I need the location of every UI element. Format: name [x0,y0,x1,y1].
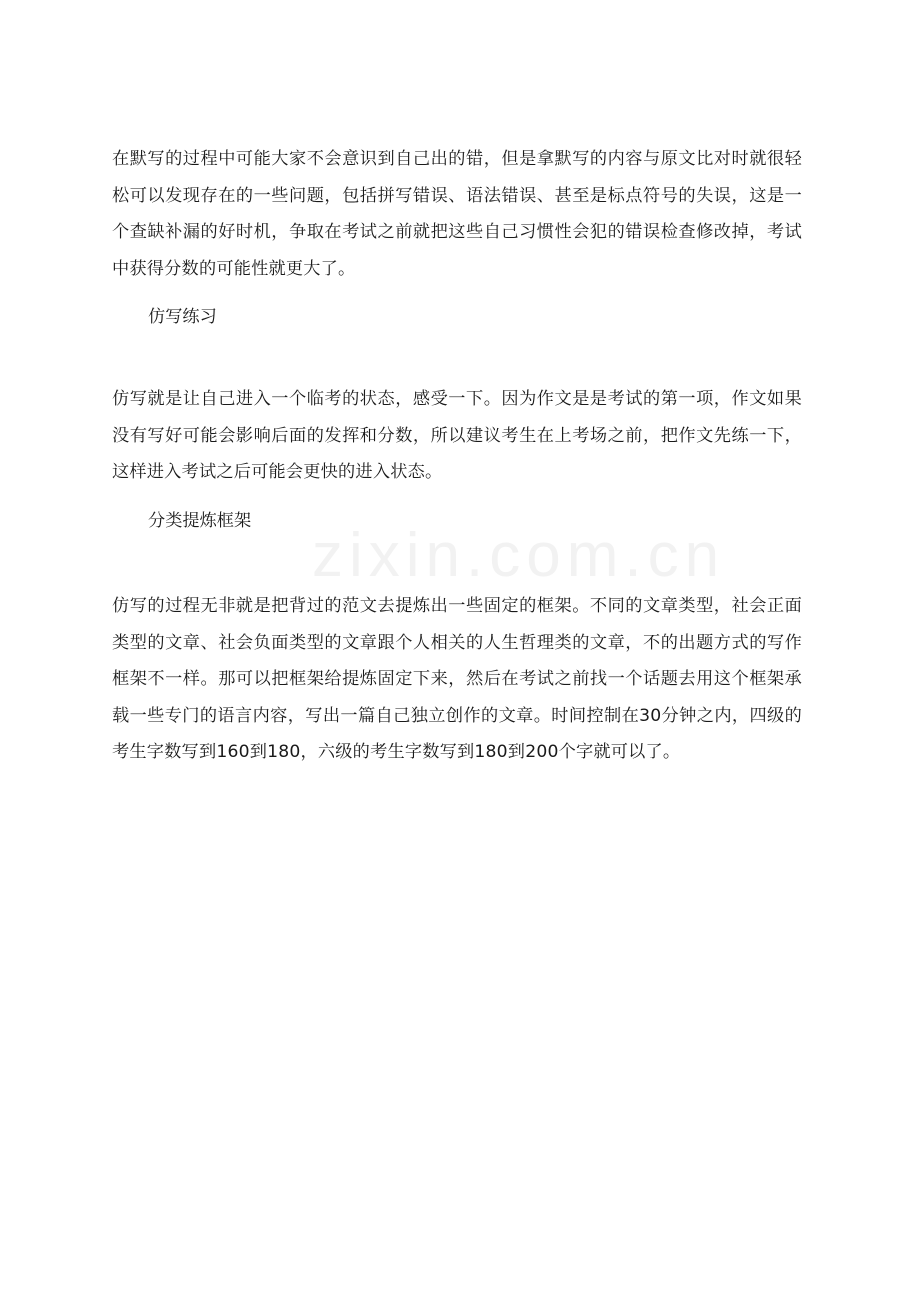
watermark-text: zixin.com.cn [312,521,726,590]
paragraph-imitation-writing: 仿写就是让自己进入一个临考的状态，感受一下。因为作文是是考试的第一项，作文如果没有写好可能会影响后面的发挥和分数，所以建议考生在上考场之前，把作文先练一下，这样进入考试之后可能会更快的进入状态。 [112,389,802,482]
paragraph-framework-details: 仿写的过程无非就是把背过的范文去提炼出一些固定的框架。不同的文章类型，社会正面类型的文章、社会负面类型的文章跟个人相关的人生哲理类的文章，不的出题方式的写作框架不一样。那可以把框架给提炼固定下来，然后在考试之前找一个话题去用这个框架承载一些专门的语言内容，写出一篇自己独立创作的文章。时间控制在30分钟之内，四级的考生字数写到160到180，六级的考生字数写到180到200个字就可以了。 [112,596,802,762]
heading-framework-extraction: 分类提炼框架 [148,511,252,531]
heading-imitation-practice: 仿写练习 [148,307,217,327]
paragraph-dictation-review: 在默写的过程中可能大家不会意识到自己出的错，但是拿默写的内容与原文比对时就很轻松可以发现存在的一些问题，包括拼写错误、语法错误、甚至是标点符号的失误，这是一个查缺补漏的好时机，争取在考试之前就把这些自己习惯性会犯的错误检查修改掉，考试中获得分数的可能性就更大了。 [112,149,802,279]
